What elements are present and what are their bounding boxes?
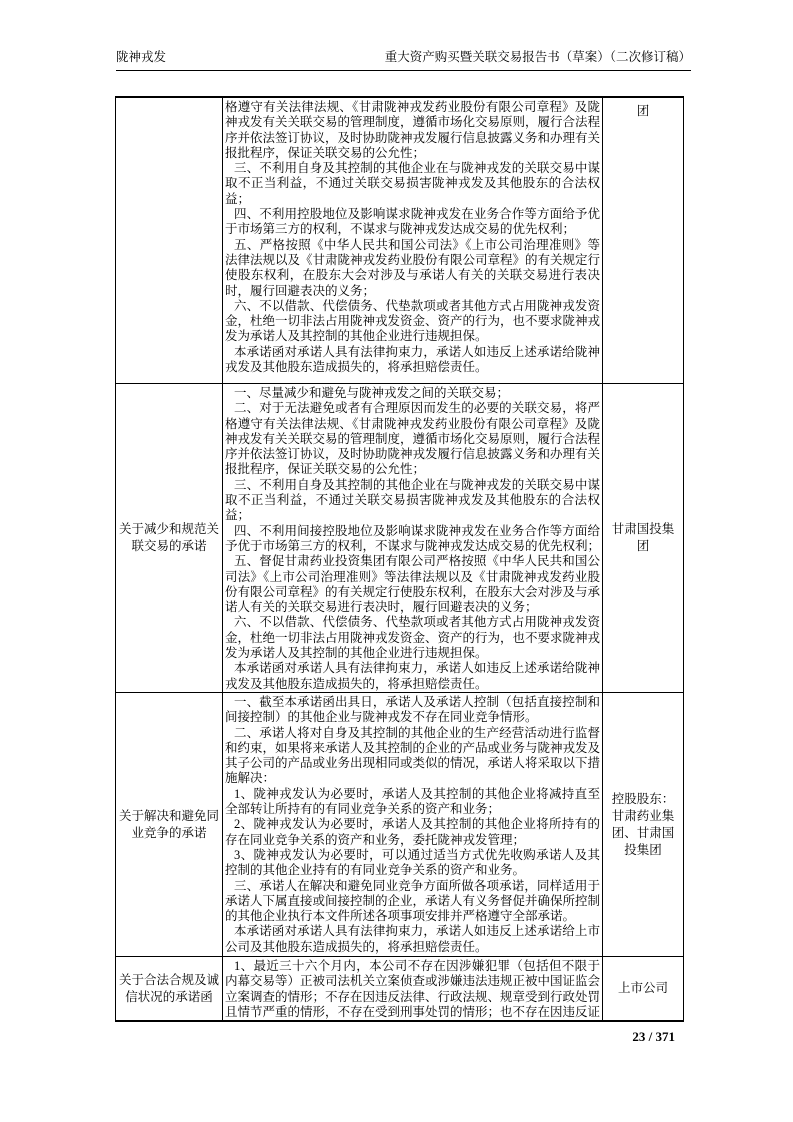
paragraph: 六、不以借款、代偿债务、代垫款项或者其他方式占用陇神戎发资金，杜绝一切非法占用陇神戎发资金、资产的行为，也不要求陇神戎发为承诺人及其控制的其他企业进行违规担保。: [225, 298, 601, 344]
commitment-label-cell: 关于减少和规范关联交易的承诺: [116, 384, 223, 692]
paragraph: 四、不利用间接控股地位及影响谋求陇神戎发在业务合作等方面给予优于市场第三方的权利，不谋求与陇神戎发达成交易的优先权利；: [225, 523, 601, 553]
paragraph: 本承诺函对承诺人具有法律拘束力，承诺人如违反上述承诺给陇神戎发及其他股东造成损失的，将承担赔偿责任。: [225, 661, 600, 691]
paragraph: 二、承诺人将对自身及其控制的其他企业的生产经营活动进行监督和约束，如果将来承诺人及其控制的企业的产品或业务与陇神戎发及其子公司的产品或业务出现相同或类似的情况，承诺人将采取以下措施解决：: [225, 725, 601, 786]
paragraph: 本承诺函对承诺人具有法律拘束力，承诺人如违反上述承诺给陇神戎发及其他股东造成损失的，将承担赔偿责任。: [225, 344, 600, 375]
paragraph: 二、对于无法避免或者有合理原因而发生的必要的关联交易，将严格遵守有关法律法规、《甘肃陇神戎发药业股份有限公司章程》及陇神戎发有关关联交易的管理制度，遵循市场化交易原则，履行合法程序并依法签订协议，及时协助陇神戎发履行信息披露义务和办理有关报批程序，保证关联交易的公允性；: [225, 401, 601, 477]
commitments-table: [115, 96, 684, 1022]
commitment-content-cell: [223, 693, 603, 956]
paragraph: 一、截至本承诺函出具日，承诺人及承诺人控制（包括直接控制和间接控制）的其他企业与陇神戎发不存在同业竞争情形。: [225, 695, 600, 725]
commitment-label-cell: [116, 98, 223, 383]
commitment-party-cell: 上市公司: [617, 981, 668, 995]
page-number: 23 / 371: [632, 1029, 675, 1044]
paragraph: 格遵守有关法律法规、《甘肃陇神戎发药业股份有限公司章程》及陇神戎发有关关联交易的管理制度，遵循市场化交易原则，履行合法程序并依法签订协议，及时协助陇神戎发履行信息披露义务和办理有关报批程序，保证关联交易的公允性；: [225, 100, 601, 160]
table-row: [116, 383, 683, 692]
paragraph: 五、督促甘肃药业投资集团有限公司严格按照《中华人民共和国公司法》《上市公司治理准则》等法律法规以及《甘肃陇神戎发药业股份有限公司章程》的有关规定行使股东权利，在股东大会对涉及与承诺人有关的关联交易进行表决时，履行回避表决的义务；: [225, 554, 601, 615]
paragraph: 四、不利用控股地位及影响谋求陇神戎发在业务合作等方面给予优于市场第三方的权利，不谋求与陇神戎发达成交易的优先权利；: [225, 207, 600, 237]
paragraph: 1、陇神戎发认为必要时，承诺人及其控制的其他企业将减持直至全部转让所持有的有同业竞争关系的资产和业务；: [225, 786, 600, 817]
commitment-content-cell: [223, 957, 603, 1020]
commitment-party-cell: 团: [636, 104, 650, 118]
header-report-title: 重大资产购买暨关联交易报告书（草案）（二次修订稿）: [384, 50, 691, 64]
commitment-label-cell: 关于合法合规及诚信状况的承诺函: [116, 957, 223, 1020]
paragraph: 三、不利用自身及其控制的其他企业在与陇神戎发的关联交易中谋取不正当利益，不通过关联交易损害陇神戎发及其他股东的合法权益；: [225, 477, 600, 523]
table-row: [116, 692, 683, 956]
commitment-content-cell: [223, 98, 603, 383]
paragraph: 六、不以借款、代偿债务、代垫款项或者其他方式占用陇神戎发资金，杜绝一切非法占用陇神戎发资金、资产的行为，也不要求陇神戎发为承诺人及其控制的其他企业进行违规担保。: [225, 615, 601, 661]
table-row: [116, 98, 683, 383]
paragraph: 2、陇神戎发认为必要时，承诺人及其控制的其他企业将所持有的存在同业竞争关系的资产和业务，委托陇神戎发管理；: [225, 817, 600, 847]
paragraph: 一、尽量减少和避免与陇神戎发之间的关联交易；: [234, 386, 510, 400]
commitment-label-cell: 关于解决和避免同业竞争的承诺: [116, 693, 223, 956]
commitment-party-cell: 甘肃国投集团: [611, 522, 675, 553]
paragraph: 五、严格按照《中华人民共和国公司法》《上市公司治理准则》等法律法规以及《甘肃陇神戎发药业股份有限公司章程》的有关规定行使股东权利，在股东大会对涉及与承诺人有关的关联交易进行表决时，履行回避表决的义务；: [225, 237, 601, 298]
paragraph: 3、陇神戎发认为必要时，可以通过适当方式优先收购承诺人及其控制的其他企业持有的有同业竞争关系的资产和业务。: [225, 847, 600, 878]
page-header: [116, 50, 691, 71]
paragraph: 三、不利用自身及其控制的其他企业在与陇神戎发的关联交易中谋取不正当利益，不通过关联交易损害陇神戎发及其他股东的合法权益；: [225, 161, 600, 206]
commitment-party-cell: 控股股东：甘肃药业集团、甘肃国投集团: [611, 791, 675, 857]
paragraph: 三、承诺人在解决和避免同业竞争方面所做各项承诺，同样适用于承诺人下属直接或间接控制的企业，承诺人有义务督促并确保所控制的其他企业执行本文件所述各项事项安排并严格遵守全部承诺。: [225, 878, 601, 924]
paragraph: 1、最近三十六个月内，本公司不存在因涉嫌犯罪（包括但不限于内幕交易等）正被司法机关立案侦查或涉嫌违法违规正被中国证监会立案调查的情形；不存在因违反法律、行政法规、规章受到行政处罚且情节严重的情形，不存在受到刑事处罚的情形；也不存在因违反证: [225, 959, 601, 1019]
commitment-content-cell: [223, 384, 603, 692]
header-company-name: 陇神戎发: [116, 50, 167, 64]
table-row: [116, 956, 683, 1020]
paragraph: 本承诺函对承诺人具有法律拘束力，承诺人如违反上述承诺给上市公司及其他股东造成损失的，将承担赔偿责任。: [225, 924, 600, 954]
